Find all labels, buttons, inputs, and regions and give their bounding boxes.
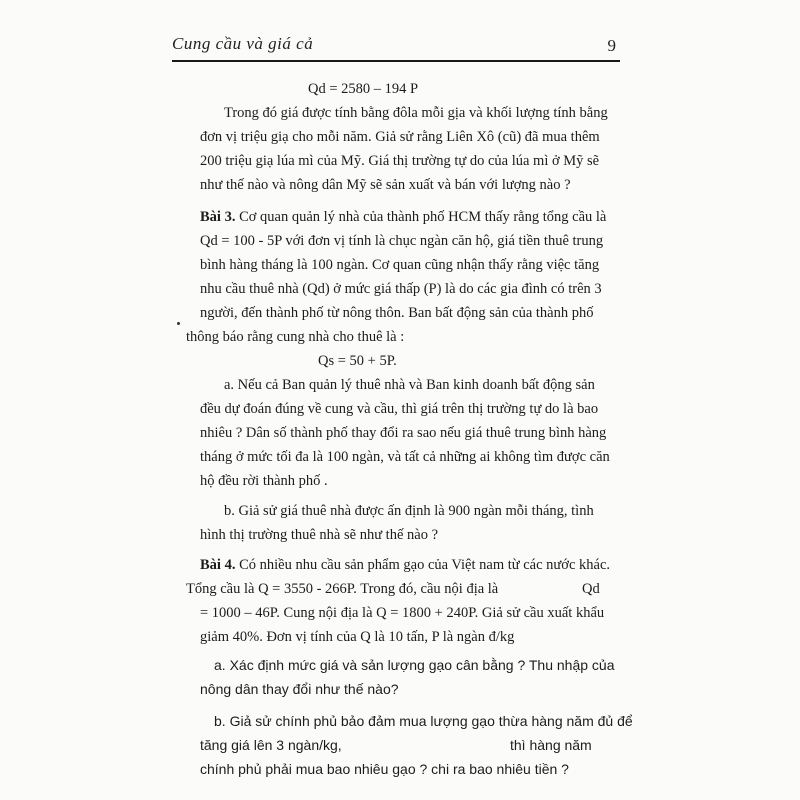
text-line [200, 400, 598, 418]
text-line [510, 736, 592, 754]
print-speck [177, 322, 180, 325]
text-line [200, 128, 600, 146]
text-line [200, 736, 342, 754]
line-text: nhiêu ? Dân số thành phố thay đổi ra sao nếu giá thuê trung bình hàng [200, 425, 607, 441]
text-line [200, 304, 593, 322]
equation-text: Qd = 2580 – 194 P [308, 81, 419, 97]
text-line [186, 328, 404, 346]
text-line [200, 680, 399, 698]
line-text: a. Xác định mức giá và sản lượng gạo cân bằng ? Thu nhập của [214, 657, 615, 673]
text-line [200, 604, 604, 622]
line-text: đơn vị triệu giạ cho mỗi năm. Giả sử rằng Liên Xô (cũ) đã mua thêm [200, 129, 600, 145]
text-line [582, 580, 600, 598]
line-text: đều dự đoán đúng về cung và cầu, thì giá trên thị trường tự do là bao [200, 401, 599, 417]
exercise-4-heading [200, 556, 610, 574]
text-line [200, 628, 514, 646]
line-text: bình hàng tháng là 100 ngàn. Cơ quan cũng nhận thấy rằng việc tăng [200, 257, 600, 273]
text-line [224, 502, 594, 520]
header-rule [172, 60, 620, 62]
line-text: Trong đó giá được tính bằng đôla mỗi gịa và khối lượng tính bằng [224, 105, 608, 121]
line-text: giảm 40%. Đơn vị tính của Q là 10 tấn, P là ngàn đ/kg [200, 629, 515, 645]
equation-demand [308, 80, 418, 98]
text-line [224, 376, 595, 394]
text-line [214, 712, 633, 730]
line-text: tháng ở mức tối đa là 100 ngàn, và tất cả những ai không tìm được căn [200, 449, 610, 465]
line-text: Qd = 100 - 5P với đơn vị tính là chục ngàn căn hộ, giá tiền thuê trung [200, 233, 604, 249]
line-text: như thế nào và nông dân Mỹ sẽ sản xuất và bán với lượng nào ? [200, 177, 571, 193]
line-text: Tổng cầu là Q = 3550 - 266P. Trong đó, cầu nội địa là [186, 581, 499, 597]
text-line [200, 448, 610, 466]
line-text: b. Giả sử chính phủ bảo đảm mua lượng gạo thừa hàng năm đủ để [214, 713, 633, 729]
text-line [200, 280, 602, 298]
text-line [200, 256, 599, 274]
text-line [200, 760, 569, 778]
equation-supply [318, 352, 397, 370]
line-text: Qd [582, 581, 600, 597]
line-text: người, đến thành phố từ nông thôn. Ban bất động sản của thành phố [200, 305, 594, 321]
line-text: 200 triệu giạ lúa mì của Mỹ. Giá thị trường tự do của lúa mì ở Mỹ sẽ [200, 153, 600, 169]
line-text: hình thị trường thuê nhà sẽ như thế nào ? [200, 527, 439, 543]
line-text: hộ đều rời thành phố . [200, 473, 328, 489]
text-line [186, 580, 498, 598]
page-number: 9 [607, 36, 616, 55]
text-line [200, 176, 571, 194]
line-text: b. Giả sử giá thuê nhà được ấn định là 900 ngàn mỗi tháng, tình [224, 503, 594, 519]
text-line [214, 656, 614, 674]
text-line [200, 526, 438, 544]
line-text: Có nhiều nhu cầu sản phẩm gạo của Việt nam từ các nước khác. [235, 557, 611, 573]
line-text: thông báo rằng cung nhà cho thuê là : [186, 329, 405, 345]
text-line [200, 424, 606, 442]
line-text: tăng giá lên 3 ngàn/kg, [200, 737, 342, 753]
running-title: Cung cầu và giá cả [172, 34, 314, 53]
page-header [172, 34, 620, 58]
text-line [224, 104, 608, 122]
line-text: a. Nếu cả Ban quản lý thuê nhà và Ban kinh doanh bất động sản [224, 377, 595, 393]
text-line [200, 152, 599, 170]
line-text: nông dân thay đổi như thế nào? [200, 681, 399, 697]
equation-text: Qs = 50 + 5P. [318, 353, 397, 369]
exercise-label: Bài 4. [200, 557, 236, 573]
exercise-3-heading [200, 208, 606, 226]
exercise-label: Bài 3. [200, 209, 236, 225]
text-line [200, 472, 328, 490]
line-text: chính phủ phải mua bao nhiêu gạo ? chi ra bao nhiêu tiền ? [200, 761, 569, 777]
line-text: nhu cầu thuê nhà (Qd) ở mức giá thấp (P) là do các gia đình có trên 3 [200, 281, 602, 297]
line-text: thì hàng năm [510, 737, 592, 753]
text-line [200, 232, 603, 250]
line-text: = 1000 – 46P. Cung nội địa là Q = 1800 + 240P. Giả sử cầu xuất khẩu [200, 605, 605, 621]
line-text: Cơ quan quản lý nhà của thành phố HCM thấy rằng tổng cầu là [235, 209, 607, 225]
